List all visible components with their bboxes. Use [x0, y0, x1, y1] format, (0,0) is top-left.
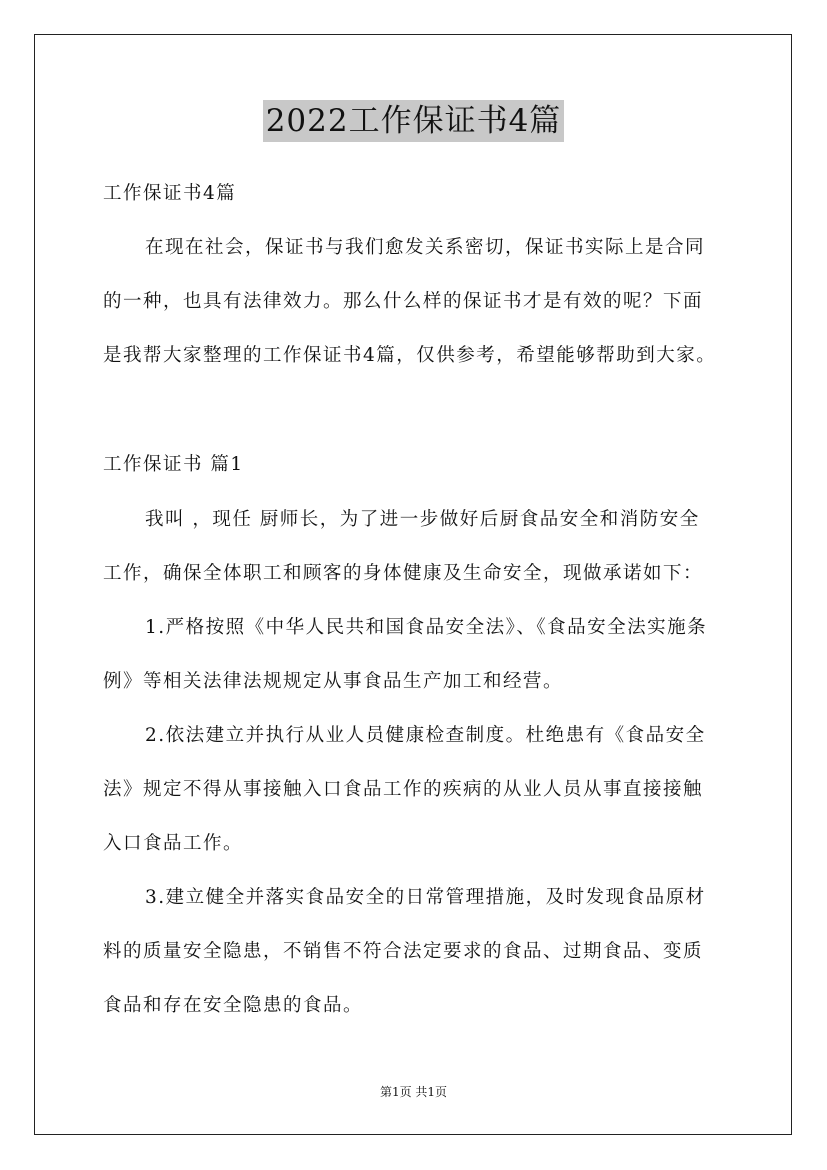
body-line-1: 我叫 ，现任 厨师长，为了进一步做好后厨食品安全和消防安全: [145, 509, 700, 530]
item-3-line-2: 料的质量安全隐患，不销售不符合法定要求的食品、过期食品、变质: [103, 941, 704, 962]
item-3-line-1: 3.建立健全并落实食品安全的日常管理措施，及时发现食品原材: [145, 887, 706, 908]
intro-line-2: 的一种，也具有法律效力。那么什么样的保证书才是有效的呢？下面: [103, 291, 704, 312]
item-2-line-3: 入口食品工作。: [103, 833, 244, 854]
intro-line-3: 是我帮大家整理的工作保证书4篇，仅供参考，希望能够帮助到大家。: [103, 345, 717, 366]
intro-line-1: 在现在社会，保证书与我们愈发关系密切，保证书实际上是合同: [145, 237, 706, 258]
document-title-text: 2022工作保证书4篇: [263, 100, 565, 142]
section-heading: 工作保证书 篇1: [103, 454, 244, 475]
item-2-line-2: 法》规定不得从事接触入口食品工作的疾病的从业人员从事直接接触: [103, 779, 704, 800]
item-3-line-3: 食品和存在安全隐患的食品。: [103, 995, 364, 1016]
subtitle-line: 工作保证书4篇: [103, 183, 237, 204]
document-title: [0, 100, 827, 142]
item-1-line-2: 例》等相关法律法规规定从事食品生产加工和经营。: [103, 671, 564, 692]
item-2-line-1: 2.依法建立并执行从业人员健康检查制度。杜绝患有《食品安全: [145, 725, 706, 746]
item-1-line-1: 1.严格按照《中华人民共和国食品安全法》、《食品安全法实施条: [145, 617, 708, 638]
body-line-2: 工作，确保全体职工和顾客的身体健康及生命安全，现做承诺如下：: [103, 563, 704, 584]
page-footer: 第1页 共1页: [379, 1085, 448, 1099]
